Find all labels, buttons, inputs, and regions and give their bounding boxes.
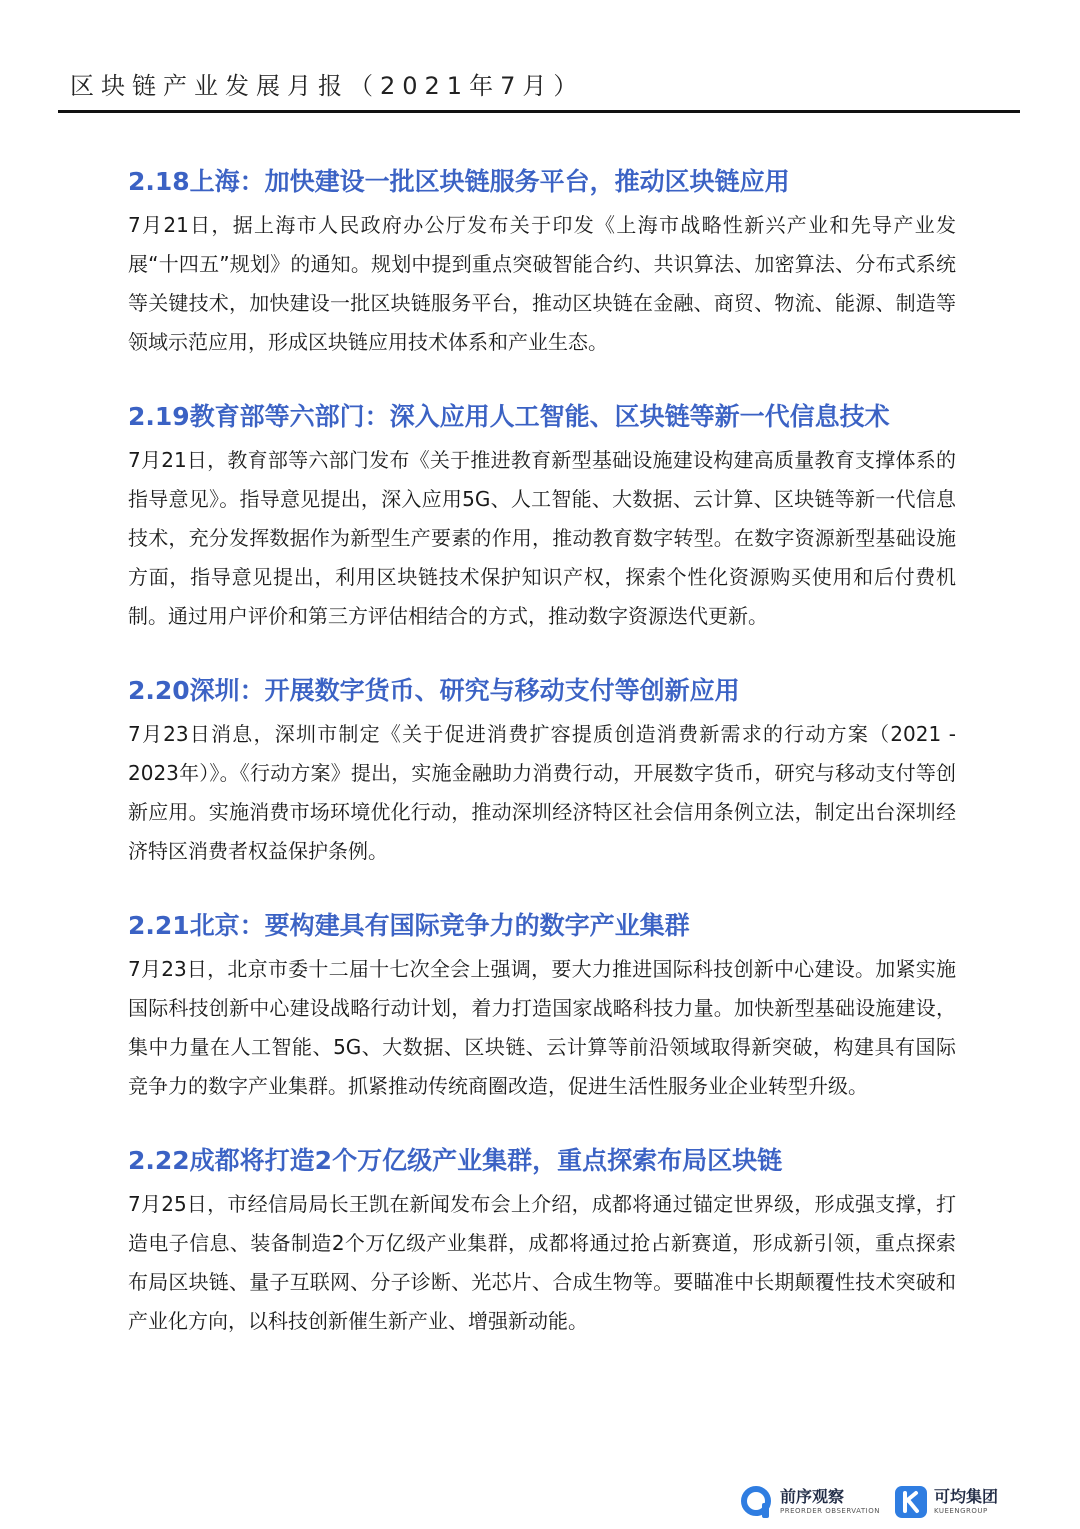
news-section-2-18	[128, 158, 956, 362]
news-section-2-20	[128, 667, 956, 871]
document-body	[128, 158, 956, 1372]
header-divider	[58, 110, 1020, 113]
logo-kueen-group	[894, 1485, 998, 1519]
section-title: 2.20深圳：开展数字货币、研究与移动支付等创新应用	[128, 676, 740, 705]
section-body: 7月21日，据上海市人民政府办公厅发布关于印发《上海市战略性新兴产业和先导产业发展“十四五”规划》的通知。规划中提到重点突破智能合约、共识算法、加密算法、分布式系统等关键技术，加快建设一批区块链服务平台，推动区块链在金融、商贸、物流、能源、制造等领域示范应用，形成区块链应用技术体系和产业生态。	[128, 213, 956, 354]
logo-preorder-observation	[740, 1485, 880, 1519]
section-body: 7月23日消息，深圳市制定《关于促进消费扩容提质创造消费新需求的行动方案（2021 - 2023年）》。《行动方案》提出，实施金融助力消费行动，开展数字货币，研究与移动支付等创新应用。实施消费市场环境优化行动，推动深圳经济特区社会信用条例立法，制定出台深圳经济特区消费者权益保护条例。	[128, 722, 956, 863]
logo-name: 前序观察	[779, 1487, 844, 1506]
logo-subtitle: PREORDER OBSERVATION	[779, 1507, 880, 1515]
kueen-logo-icon	[894, 1485, 928, 1519]
report-header-title: 区块链产业发展月报（2021年7月）	[70, 72, 585, 100]
preorder-logo-icon	[740, 1485, 774, 1519]
section-title: 2.21北京：要构建具有国际竞争力的数字产业集群	[128, 911, 690, 940]
logo-subtitle: KUEENGROUP	[933, 1507, 988, 1515]
section-body: 7月23日，北京市委十二届十七次全会上强调，要大力推进国际科技创新中心建设。加紧实施国际科技创新中心建设战略行动计划，着力打造国家战略科技力量。加快新型基础设施建设，集中力量在人工智能、5G、大数据、区块链、云计算等前沿领域取得新突破，构建具有国际竞争力的数字产业集群。抓紧推动传统商圈改造，促进生活性服务业企业转型升级。	[128, 957, 956, 1098]
news-section-2-21	[128, 902, 956, 1106]
footer-logos	[740, 1485, 998, 1519]
news-section-2-22	[128, 1137, 956, 1341]
section-body: 7月25日，市经信局局长王凯在新闻发布会上介绍，成都将通过锚定世界级，形成强支撑，打造电子信息、装备制造2个万亿级产业集群，成都将通过抢占新赛道，形成新引领，重点探索布局区块链、量子互联网、分子诊断、光芯片、合成生物等。要瞄准中长期颠覆性技术突破和产业化方向，以科技创新催生新产业、增强新动能。	[128, 1192, 956, 1333]
section-body: 7月21日，教育部等六部门发布《关于推进教育新型基础设施建设构建高质量教育支撑体系的指导意见》。指导意见提出，深入应用5G、人工智能、大数据、云计算、区块链等新一代信息技术，充分发挥数据作为新型生产要素的作用，推动教育数字转型。在数字资源新型基础设施方面，指导意见提出，利用区块链技术保护知识产权，探索个性化资源购买使用和后付费机制。通过用户评价和第三方评估相结合的方式，推动数字资源迭代更新。	[128, 448, 956, 628]
section-title: 2.18上海：加快建设一批区块链服务平台，推动区块链应用	[128, 167, 790, 196]
section-title: 2.19教育部等六部门：深入应用人工智能、区块链等新一代信息技术	[128, 402, 890, 431]
section-title: 2.22成都将打造2个万亿级产业集群，重点探索布局区块链	[128, 1146, 783, 1175]
logo-name: 可均集团	[933, 1487, 998, 1506]
news-section-2-19	[128, 393, 956, 636]
